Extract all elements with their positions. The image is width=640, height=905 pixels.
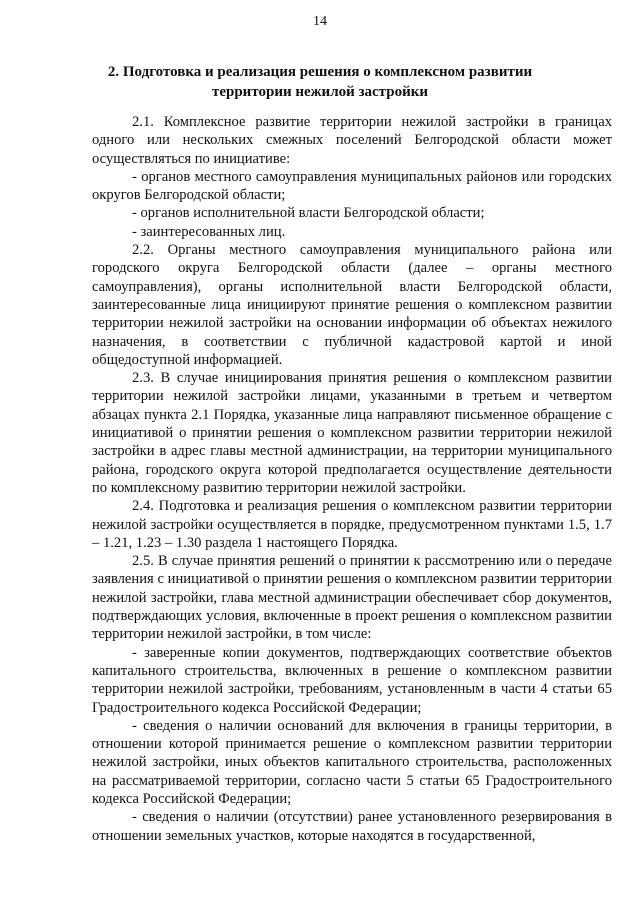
document-body xyxy=(92,113,612,845)
paragraph: - органов исполнительной власти Белгородской области; xyxy=(132,205,485,222)
section-heading: 2. Подготовка и реализация решения о комплексном развитии территории нежилой застройки xyxy=(107,64,533,100)
paragraph: 2.4. Подготовка и реализация решения о комплексном развитии территории нежилой застройки осуществляется в порядке, предусмотренном пунктами 1.5, 1.7 – 1.21, 1.23 – 1.30 раздела 1 настоящего Порядка. xyxy=(92,498,612,551)
paragraph: - заинтересованных лиц. xyxy=(132,223,286,240)
paragraph: 2.1. Комплексное развитие территории нежилой застройки в границах одного или нескольких смежных поселений Белгородской области может осуществляться по инициативе: xyxy=(92,114,612,167)
paragraph: 2.3. В случае инициирования принятия решения о комплексном развитии территории нежилой застройки лицами, указанными в третьем и четвертом абзацах пункта 2.1 Порядка, указанные лица направляют письменное обращение с инициативой о принятии решения о комплексном развитии территории нежилой застройки в адрес главы местной администрации, на территории муниципального района, городского округа которой предполагается осуществление деятельности по комплексному развитию территории нежилой застройки. xyxy=(92,370,612,496)
paragraph: - заверенные копии документов, подтверждающих соответствие объектов капитального строительства, включенных в решение о комплексном развитии территории нежилой застройки, требованиям, установленным в части 4 статьи 65 Градостроительного кодекса Российской Федерации; xyxy=(92,644,612,716)
page-number: 14 xyxy=(313,14,327,29)
paragraph: - органов местного самоуправления муниципальных районов или городских округов Белгородской области; xyxy=(92,168,612,204)
paragraph: 2.5. В случае принятия решений о принятии к рассмотрению или о передаче заявления с инициативой о принятии решения о комплексном развитии территории нежилой застройки, глава местной администрации обеспечивает сбор документов, подтверждающих условия, включенные в проект решения о комплексном развитии территории нежилой застройки, в том числе: xyxy=(92,553,612,643)
paragraph: - сведения о наличии оснований для включения в границы территории, в отношении которой принимается решение о комплексном развитии территории нежилой застройки, иных объектов капитального строительства, расположенных на рассматриваемой территории, согласно части 5 статьи 65 Градостроительного кодекса Российской Федерации; xyxy=(92,717,612,807)
paragraph: - сведения о наличии (отсутствии) ранее установленного резервирования в отношении земельных участков, которые находятся в государственной, xyxy=(92,809,612,844)
paragraph: 2.2. Органы местного самоуправления муниципального района или городского округа Белгородской области (далее – органы местного самоуправления), органы исполнительной власти Белгородской области, заинтересованные лица инициируют принятие решения о комплексном развитии территории нежилой застройки на основании информации об объектах нежилого назначения, в соответствии с публичной кадастровой картой и иной общедоступной информацией. xyxy=(92,242,612,368)
